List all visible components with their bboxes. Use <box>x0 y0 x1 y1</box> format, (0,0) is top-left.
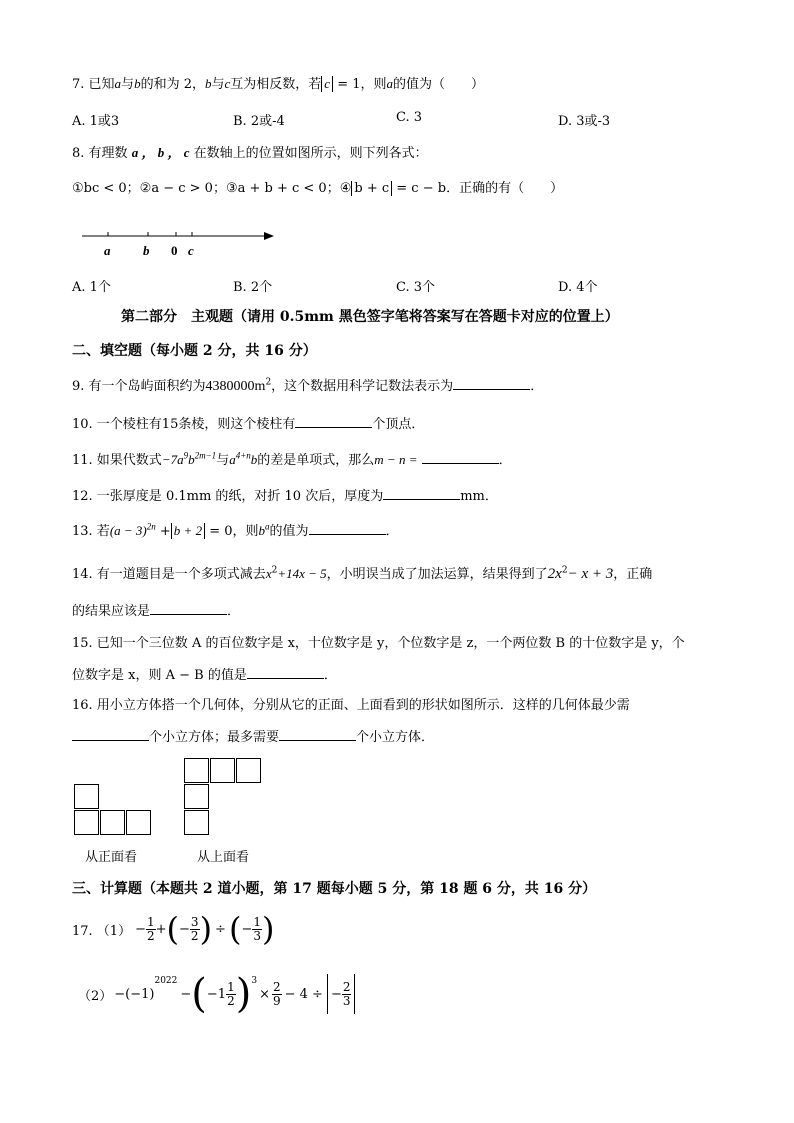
axis-label-c: c <box>188 243 194 258</box>
label-top-view: 从上面看 <box>197 850 250 865</box>
q10: 10. 一个棱柱有15条棱，则这个棱柱有 个顶点． <box>72 413 424 432</box>
q16-line2: 个小立方体；最多需要 个小立方体． <box>72 726 434 745</box>
q7-stem: 7. 已知a与b的和为 2，b与c互为相反数，若 c = 1，则a的值为（ ） <box>72 76 485 92</box>
q8-option-b: B. 2个 <box>233 280 273 295</box>
fraction: $\frac{2}{3}$ <box>342 979 351 1008</box>
q14-line1: 14. 有一道题目是一个多项式减去$x^2+14x - 5$，小明误当成了加法运算，结果得到了$2x^2- x + 3$，正确 <box>72 565 653 582</box>
fraction: $\frac{1}{2}$ <box>227 979 235 1008</box>
q8-number-line <box>78 224 278 264</box>
q16-front-view <box>74 784 154 836</box>
q8-option-a: A. 1个 <box>72 280 111 295</box>
q16-top-view <box>184 758 264 838</box>
fraction: $\frac{1}{2}$ <box>146 914 155 943</box>
q7-option-c: C. 3 <box>396 110 423 125</box>
q8-option-d: D. 4个 <box>558 280 598 295</box>
q13: 13. 若$(a - 3)^{2n} + b + 2 = 0$，则$b^a$的值为 ． <box>72 521 399 539</box>
q7-option-b: B. 2或-4 <box>233 114 285 129</box>
fraction: $\frac{2}{9}$ <box>272 979 281 1008</box>
axis-label-b: b <box>143 243 150 258</box>
q15-line1: 15. 已知一个三位数 A 的百位数字是 x，十位数字是 y，个位数字是 z，一个两位数 B 的十位数字是 y，个 <box>72 636 685 651</box>
label-front-view: 从正面看 <box>85 850 138 865</box>
axis-label-0: 0 <box>171 243 178 258</box>
q8-stem: 8. 有理数 a ， b ， c 在数轴上的位置如图所示，则下列各式： <box>72 145 428 161</box>
q8-items: ①bc < 0；②a − c > 0；③a + b + c < 0；④ b + c = c − b．正确的有（ ） <box>72 181 564 196</box>
axis-label-a: a <box>104 243 111 258</box>
q16-line1: 16. 用小立方体搭一个几何体，分别从它的正面、上面看到的形状如图所示．这样的几何体最少需 <box>72 698 630 713</box>
q17-part2: （2） −(−1) 2022 − ( −1 $\frac{1}{2}$ ) $^3$ × $\frac{2}{9}$ − 4 ÷ − $\frac{2}{3}$ <box>78 974 355 1014</box>
part2-title: 第二部分 主观题（请用 0.5mm 黑色签字笔将答案写在答题卡对应的位置上） <box>121 309 619 325</box>
fraction: $\frac{1}{3}$ <box>253 914 261 943</box>
q15-line2: 位数字是 x，则 A − B 的值是 ． <box>72 664 337 683</box>
q7-option-a: A. 1或3 <box>72 114 120 129</box>
q17-part1: 17. （1） − $\frac{1}{2}$ + ( − $\frac{3}{2}$ ) ÷ ( − $\frac{1}{3}$ ) <box>72 910 275 948</box>
q12: 12. 一张厚度是 0.1mm 的纸，对折 10 次后，厚度为 mm． <box>72 485 498 504</box>
q8-option-c: C. 3个 <box>396 280 436 295</box>
q11: 11. 如果代数式$-7a^9b^{2m-1}$与$a^{4+n}b$的差是单项式，那么m − n = ． <box>72 450 512 468</box>
section3-title: 三、计算题（本题共 2 道小题，第 17 题每小题 5 分，第 18 题 6 分，共 16 分） <box>72 881 597 897</box>
q7-option-d: D. 3或-3 <box>558 114 611 129</box>
fraction: $\frac{3}{2}$ <box>190 914 199 943</box>
q9: 9. 有一个岛屿面积约为$4380000m^2$，这个数据用科学记数法表示为 ． <box>72 377 544 394</box>
q14-line2: 的结果应该是 ． <box>72 600 240 619</box>
section2-title: 二、填空题（每小题 2 分，共 16 分） <box>72 343 317 359</box>
